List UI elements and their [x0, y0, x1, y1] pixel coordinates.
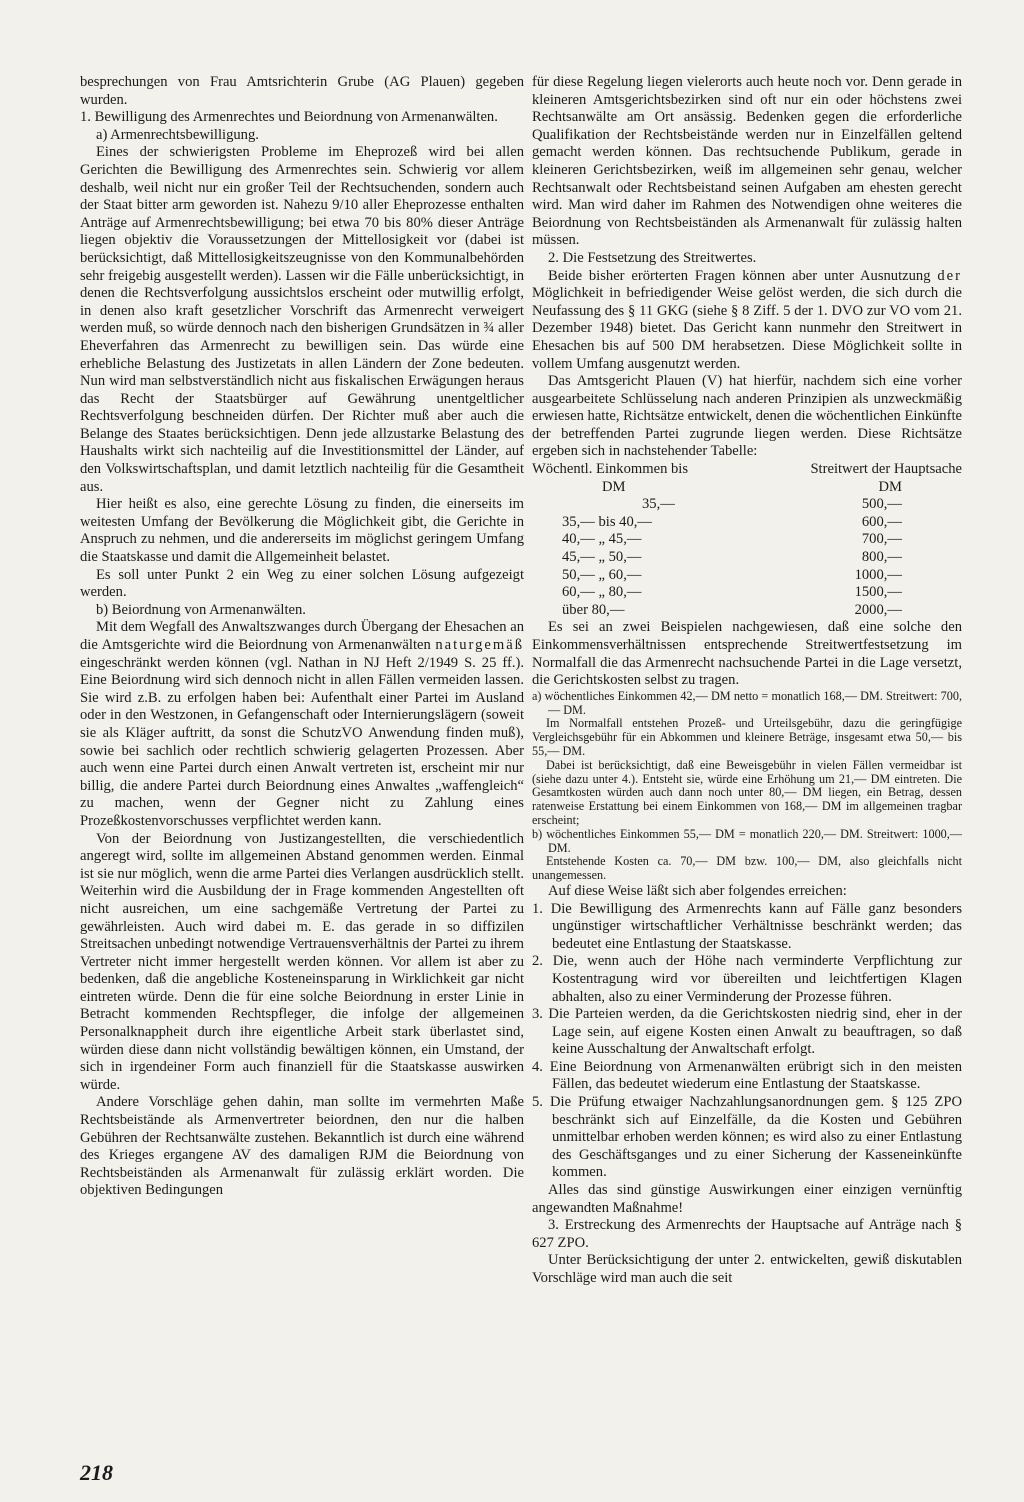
table-cell: 1500,— — [854, 584, 902, 601]
text-run: Möglichkeit in befriedigender Weise gelöst werden, die sich durch die Neufassung des § 11 GKG (siehe § 8 Ziff. 5 der 1. DVO zur VO vom 21. Dezember 1948) bietet. Das Gericht kann nunmehr den Streitwert in Ehesachen bis auf 500 DM herabsetzen. Diese Möglichkeit sollte in vollem Umfang ausgenutzt werden. — [532, 285, 962, 372]
table-cell: 2000,— — [854, 601, 902, 618]
paragraph — [80, 619, 524, 830]
table-cell: 35,— bis 40,— — [562, 513, 652, 530]
example-text: Im Normalfall entstehen Prozeß- und Urteilsgebühr, dazu die geringfügige Vergleichsgebühr für ein Abkommen und kleinere Beträge, insgesamt etwa 50,— bis 55,— DM. — [532, 716, 962, 758]
table-row — [532, 514, 962, 532]
table-row — [532, 567, 962, 585]
example-text: b) wöchentliches Einkommen 55,— DM = monatlich 220,— DM. Streitwert: 1000,— DM. — [532, 826, 962, 855]
subsection-heading: a) Armenrechtsbewilligung. — [96, 126, 259, 143]
paragraph: besprechungen von Frau Amtsrichterin Grube (AG Plauen) gegeben wurden. — [80, 74, 524, 108]
table-header: Wöchentl. Einkommen bis — [532, 461, 689, 478]
example-text: Entstehende Kosten ca. 70,— DM bzw. 100,— DM, also gleichfalls nicht unangemessen. — [532, 854, 962, 883]
left-column — [80, 74, 524, 1200]
paragraph: Alles das sind günstige Auswirkungen einer einzigen vernünftig angewandten Maßnahme! — [532, 1182, 962, 1216]
text-run: eingeschränkt werden können (vgl. Nathan in NJ Heft 2/1949 S. 25 ff.). Eine Beiordnung wird sich dennoch nicht in allen Fällen vermeiden lassen. Sie wird z.B. zu erfolgen haben bei: Aufenthalt einer Partei im Ausland oder in den Westzonen, in Gefangenschaft oder Internierungslägern (soweit sie als Kläger auftritt, da sonst die SchutzVO Anwendung finden muß), sowie bei sachlich oder rechtlich schwierig gelagerten Prozessen. Aber auch wenn eine Partei durch einen Anwalt vertreten ist, erscheint mir nur billig, die andere Partei durch Beiordnung eines Anwaltes „waffengleich“ zu machen, wenn der Gegner nicht zu Zahlung eines Prozeßkostenvorschusses verpflichtet werden kann. — [80, 654, 524, 829]
paragraph: Andere Vorschläge gehen dahin, man sollte im vermehrten Maße Rechtsbeistände als Armenvertreter beiordnen, den nur die halben Gebühren der Rechtsanwälte zustehen. Bekanntlich ist durch eine während des Krieges ergangene AV des damaligen RJM die Beiordnung von Rechtsbeiständen als Armenanwalt für zulässig erklärt worden. Die objektiven Bedingungen — [80, 1094, 524, 1199]
table-cell: 600,— — [861, 513, 902, 530]
examples-block — [532, 690, 962, 883]
table-cell: 800,— — [861, 549, 902, 566]
table-unit-row — [532, 479, 962, 497]
table-row — [532, 549, 962, 567]
right-column — [532, 74, 962, 1288]
table-header: Streitwert der Hauptsache — [810, 461, 962, 478]
paragraph: Eines der schwierigsten Probleme im Eheprozeß wird bei allen Gerichten die Bewilligung des Armenrechtes sein. Schwierig vor allem deshalb, weil nicht nur ein großer Teil der Rechtsuchenden, sondern auch der Staat bitter arm geworden ist. Nahezu 9/10 aller Eheprozesse enthalten Anträge auf Armenrechtsbewilligung; bei etwa 70 bis 80% dieser Anträge liegen objektiv die Voraussetzungen der Mittellosigkeit vor (dabei ist berücksichtigt, daß Mittellosigkeitszeugnisse von den Kommunalbehörden sehr freigebig ausgestellt werden). Lassen wir die Fälle unberücksichtigt, in denen die Rechtsverfolgung aussichtslos erscheint oder mutwillig erfolgt, in denen also kraft gesetzlicher Vorschrift das Armenrecht verweigert werden muß, so würde dennoch nach den bisherigen Grundsätzen in ¾ aller Eheverfahren das Armenrecht zu bewilligen sein. Das würde eine erhebliche Belastung des Justizetats in allen Ländern der Zone bedeuten. Nun wird man selbstverständlich nicht aus fiskalischen Erwägungen heraus das Recht der Staatsbürger auf Gewährung unentgeltlicher Rechtsverfolgung beschneiden dürfen. Der Richter muß aber auch die Belange des Staates berücksichtigen. Denn jede allzustarke Belastung des Haushalts wirkt sich nachteilig auf die Investitionsmittel der Länder, auf den Volkswirtschaftsplan, und damit letztlich nachteilig für die Gesamtheit aus. — [80, 144, 524, 495]
list-item: 4. Eine Beiordnung von Armenanwälten erübrigt sich in den meisten Fällen, das bedeutet wiederum eine Entlastung der Staatskasse. — [532, 1058, 962, 1093]
table-cell: 500,— — [861, 496, 902, 513]
table-cell: 35,— — [642, 496, 675, 513]
paragraph: Hier heißt es also, eine gerechte Lösung zu finden, die einerseits im weitesten Umfang der Bevölkerung die Möglichkeit gibt, die Gerichte in Anspruch zu nehmen, und die andererseits im möglichst geringem Umfang die Staatskasse und damit die Allgemeinheit belastet. — [80, 496, 524, 566]
table-cell: 45,— „ 50,— — [562, 549, 642, 566]
section-heading: 1. Bewilligung des Armenrechtes und Beiordnung von Armenanwälten. — [80, 109, 498, 126]
example-text: Dabei ist berücksichtigt, daß eine Beweisgebühr in vielen Fällen vermeidbar ist (siehe dazu unter 4.). Entsteht sie, würde eine Erhöhung um 21,— DM eintreten. Die Gesamtkosten würden auch dann noch unter 80,— DM liegen, ein Betrag, dessen ratenweise Erstattung bei einem Einkommen von 168,— DM im allgemeinen tragbar erscheint; — [532, 757, 962, 827]
paragraph — [532, 268, 962, 374]
table-row — [532, 602, 962, 620]
paragraph: für diese Regelung liegen vielerorts auch heute noch vor. Denn gerade in kleineren Amtsgerichtsbezirken sind oft nur ein oder höchstens zwei Rechtsanwälte am Ort ansässig. Bedenken gegen die erforderliche Qualifikation der Rechtsbeistände werden nur in Einzelfällen geltend gemacht werden können. Das rechtsuchende Publikum, gerade in kleineren Gerichtsbezirken, weiß im allgemeinen sehr genau, welcher Rechtsanwalt oder Rechtsbeistand seinen Aufgaben am ehesten gerecht wird. Man wird daher im Rahmen des Notwendigen ohne weiteres die Beiordnung von Rechtsbeiständen als Armenanwalt für zulässig halten müssen. — [532, 74, 962, 249]
paragraph: Auf diese Weise läßt sich aber folgendes erreichen: — [548, 882, 847, 899]
emphasis-text: der — [937, 267, 962, 284]
paragraph: Es soll unter Punkt 2 ein Weg zu einer solchen Lösung aufgezeigt werden. — [80, 566, 524, 601]
table-cell: 1000,— — [854, 566, 902, 583]
table-unit: DM — [878, 478, 902, 495]
list-item: 2. Die, wenn auch der Höhe nach verminderte Verpflichtung zur Kostentragung wird vor übereilten und leichtfertigen Klagen abhalten, also zu einer Verminderung der Prozesse führen. — [532, 953, 962, 1005]
income-value-table — [532, 461, 962, 619]
table-header-row — [532, 461, 962, 479]
subsection-heading: b) Beiordnung von Armenanwälten. — [96, 601, 306, 618]
table-cell: 50,— „ 60,— — [562, 566, 642, 583]
text-run: Beide bisher erörterten Fragen können aber unter Ausnutzung — [548, 267, 931, 284]
section-heading: 3. Erstreckung des Armenrechts der Hauptsache auf Anträge nach § 627 ZPO. — [532, 1217, 962, 1251]
table-cell: über 80,— — [562, 601, 625, 618]
paragraph: Von der Beiordnung von Justizangestellten, die verschiedentlich angeregt wird, sollte im allgemeinen Abstand genommen werden. Einmal ist sie nur möglich, wenn die arme Partei dies Verlangen ausdrücklich stellt. Weiterhin wird die Ausbildung der in Frage kommenden Angestellten oft nicht ausreichen, um eine sachgemäße Vertretung der Partei zu gewährleisten. Auch wird dabei m. E. das gerade in so diffizilen Streitsachen unbedingt notwendige Vertrauensverhältnis der Partei zu ihrem Vertreter nicht immer hergestellt werden können. Vor allem ist aber zu bedenken, daß die angebliche Kosteneinsparung in Wirklichkeit gar nicht eintreten würde. Denn die für eine solche Beiordnung in erster Linie in Betracht kommenden Rechtspfleger, die infolge der allgemeinen Personalknappheit durch ihre eigentliche Arbeit stark überlastet sind, würden diese dann nicht vollständig bewältigen können, ein Umstand, der sich in irgendeiner Form auch finanziell für die Staatskasse auswirken würde. — [80, 830, 524, 1093]
table-row — [532, 496, 962, 514]
emphasis-text: naturgemäß — [435, 637, 524, 653]
paragraph: Das Amtsgericht Plauen (V) hat hierfür, nachdem sich eine vorher ausgearbeitete Schlüsselung nach anderen Prinzipien als unzweckmäßig erwiesen hatte, Richtsätze entwickelt, denen die wöchentlichen Einkünfte der betreffenden Partei zugrunde liegen werden. Diese Richtsätze ergeben sich in nachstehender Tabelle: — [532, 373, 962, 460]
table-cell: 40,— „ 45,— — [562, 531, 642, 548]
list-item: 3. Die Parteien werden, da die Gerichtskosten niedrig sind, eher in der Lage sein, auf eigene Kosten einen Anwalt zu beauftragen, so daß keine Ausschaltung der Anwaltschaft erfolgt. — [532, 1006, 962, 1058]
table-unit: DM — [602, 478, 626, 495]
list-item: 1. Die Bewilligung des Armenrechts kann auf Fälle ganz besonders ungünstiger wirtschaftlicher Verhältnisse beschränkt werden; das bedeutet eine Entlastung der Staatskasse. — [532, 900, 962, 952]
paragraph: Unter Berücksichtigung der unter 2. entwickelten, gewiß diskutablen Vorschläge wird man auch die seit — [532, 1252, 962, 1286]
paragraph: Es sei an zwei Beispielen nachgewiesen, daß eine solche den Einkommensverhältnissen entsprechende Streitwertfestsetzung im Normalfall die das Armenrecht nachsuchende Partei in die Lage versetzt, die Gerichtskosten selbst zu tragen. — [532, 619, 962, 689]
text-run: Mit dem Wegfall des Anwaltszwanges durch Übergang der Ehesachen an die Amtsgerichte wird die Beiordnung von Armenanwälten — [80, 619, 524, 653]
table-cell: 700,— — [861, 531, 902, 548]
page-number: 218 — [80, 1460, 113, 1485]
section-heading: 2. Die Festsetzung des Streitwertes. — [548, 249, 757, 266]
table-cell: 60,— „ 80,— — [562, 584, 642, 601]
table-row — [532, 584, 962, 602]
list-item: 5. Die Prüfung etwaiger Nachzahlungsanordnungen gem. § 125 ZPO beschränkt sich auf Einzelfälle, da die Kosten und Gebühren unmittelbar erhoben werden können; es wird also zu einer Entlastung des Geschäftsganges und zu einer Sicherung der Kasseneinkünfte kommen. — [532, 1094, 962, 1181]
table-row — [532, 531, 962, 549]
example-text: a) wöchentliches Einkommen 42,— DM netto = monatlich 168,— DM. Streitwert: 700,— DM. — [532, 688, 962, 717]
